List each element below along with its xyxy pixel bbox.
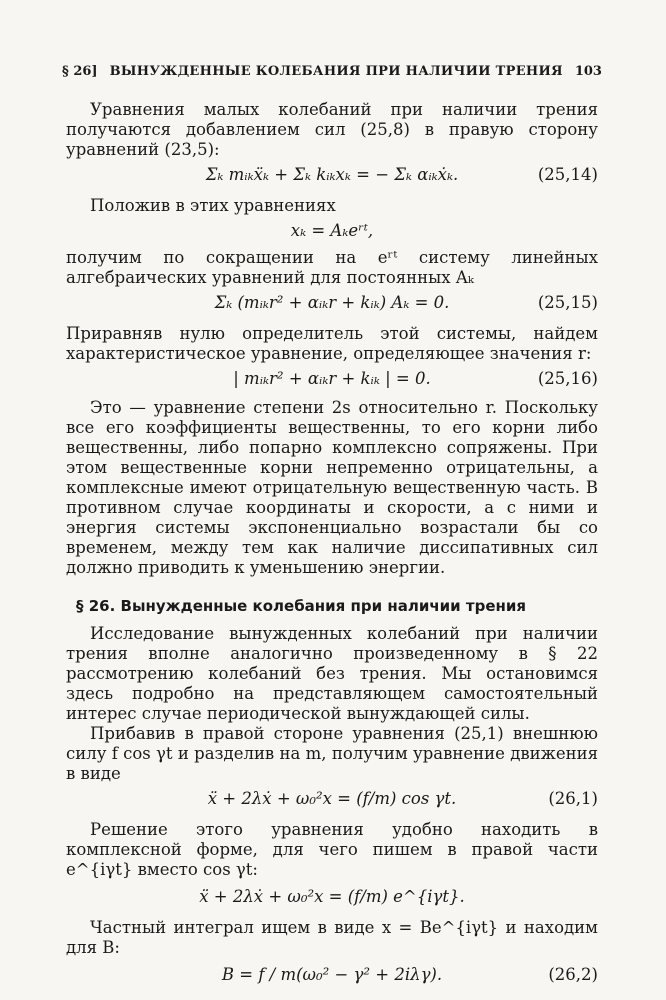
running-header	[62, 64, 602, 79]
equation-number: (26,1)	[548, 789, 598, 808]
equation	[66, 368, 598, 390]
paragraph: Положив в этих уравнениях	[90, 196, 336, 215]
equation-formula: ẍ + 2λẋ + ω₀²x = (f/m) cos γt.	[207, 789, 457, 808]
section-marker: § 26]	[62, 64, 98, 79]
equation	[66, 220, 598, 242]
equation-formula: | mᵢₖr² + αᵢₖr + kᵢₖ | = 0.	[233, 369, 431, 388]
equation-formula: xₖ = Aₖeʳᵗ,	[290, 221, 374, 240]
equation-formula: B = f / m(ω₀² − γ² + 2iλγ).	[221, 965, 443, 984]
paragraph: Приравняв нулю определитель этой системы, найдем характеристическое уравнение, определяющее значения r:	[66, 324, 598, 363]
equation-number: (25,16)	[537, 369, 598, 388]
equation-formula: ẍ + 2λẋ + ω₀²x = (f/m) e^{iγt}.	[199, 887, 465, 906]
page-body	[66, 100, 598, 986]
equation	[66, 886, 598, 908]
equation-number: (25,14)	[537, 165, 598, 184]
paragraph: Исследование вынужденных колебаний при наличии трения вполне аналогично произведенному в § 22 рассмотрению колебаний без трения. Мы остановимся здесь подробно на представляющем самостоятельный интерес случае периодической вынуждающей силы.	[66, 624, 598, 723]
paragraph: получим по сокращении на eʳᵗ систему линейных алгебраических уравнений для постоянных Aₖ	[66, 248, 598, 287]
page-number: 103	[574, 64, 602, 79]
equation-number: (26,2)	[548, 965, 598, 984]
equation	[66, 292, 598, 314]
paragraph: Уравнения малых колебаний при наличии трения получаются добавлением сил (25,8) в правую сторону уравнений (23,5):	[66, 100, 598, 159]
equation-number: (25,15)	[537, 293, 598, 312]
equation	[66, 164, 598, 186]
paragraph: Прибавив в правой стороне уравнения (25,1) внешнюю силу f cos γt и разделив на m, получим уравнение движения в виде	[66, 724, 598, 783]
header-title: ВЫНУЖДЕННЫЕ КОЛЕБАНИЯ ПРИ НАЛИЧИИ ТРЕНИЯ	[109, 64, 563, 79]
equation-formula: Σₖ (mᵢₖr² + αᵢₖr + kᵢₖ) Aₖ = 0.	[214, 293, 450, 312]
equation-formula: Σₖ mᵢₖẍₖ + Σₖ kᵢₖxₖ = − Σₖ αᵢₖẋₖ.	[205, 165, 459, 184]
equation	[66, 788, 598, 810]
paragraph: Частный интеграл ищем в виде x = Be^{iγt} и находим для B:	[66, 918, 598, 957]
section-heading: § 26. Вынужденные колебания при наличии трения	[76, 597, 526, 615]
paragraph: Это — уравнение степени 2s относительно r. Поскольку все его коэффициенты вещественны, то его корни либо вещественны, либо попарно комплексно сопряжены. При этом вещественные корни непременно отрицательны, а комплексные имеют отрицательную вещественную часть. В противном случае координаты и скорости, а с ними и энергия системы экспоненциально возрастали бы со временем, между тем как наличие диссипативных сил должно приводить к уменьшению энергии.	[66, 398, 598, 577]
paragraph: Решение этого уравнения удобно находить в комплексной форме, для чего пишем в правой части e^{iγt} вместо cos γt:	[66, 820, 598, 879]
equation	[66, 964, 598, 986]
